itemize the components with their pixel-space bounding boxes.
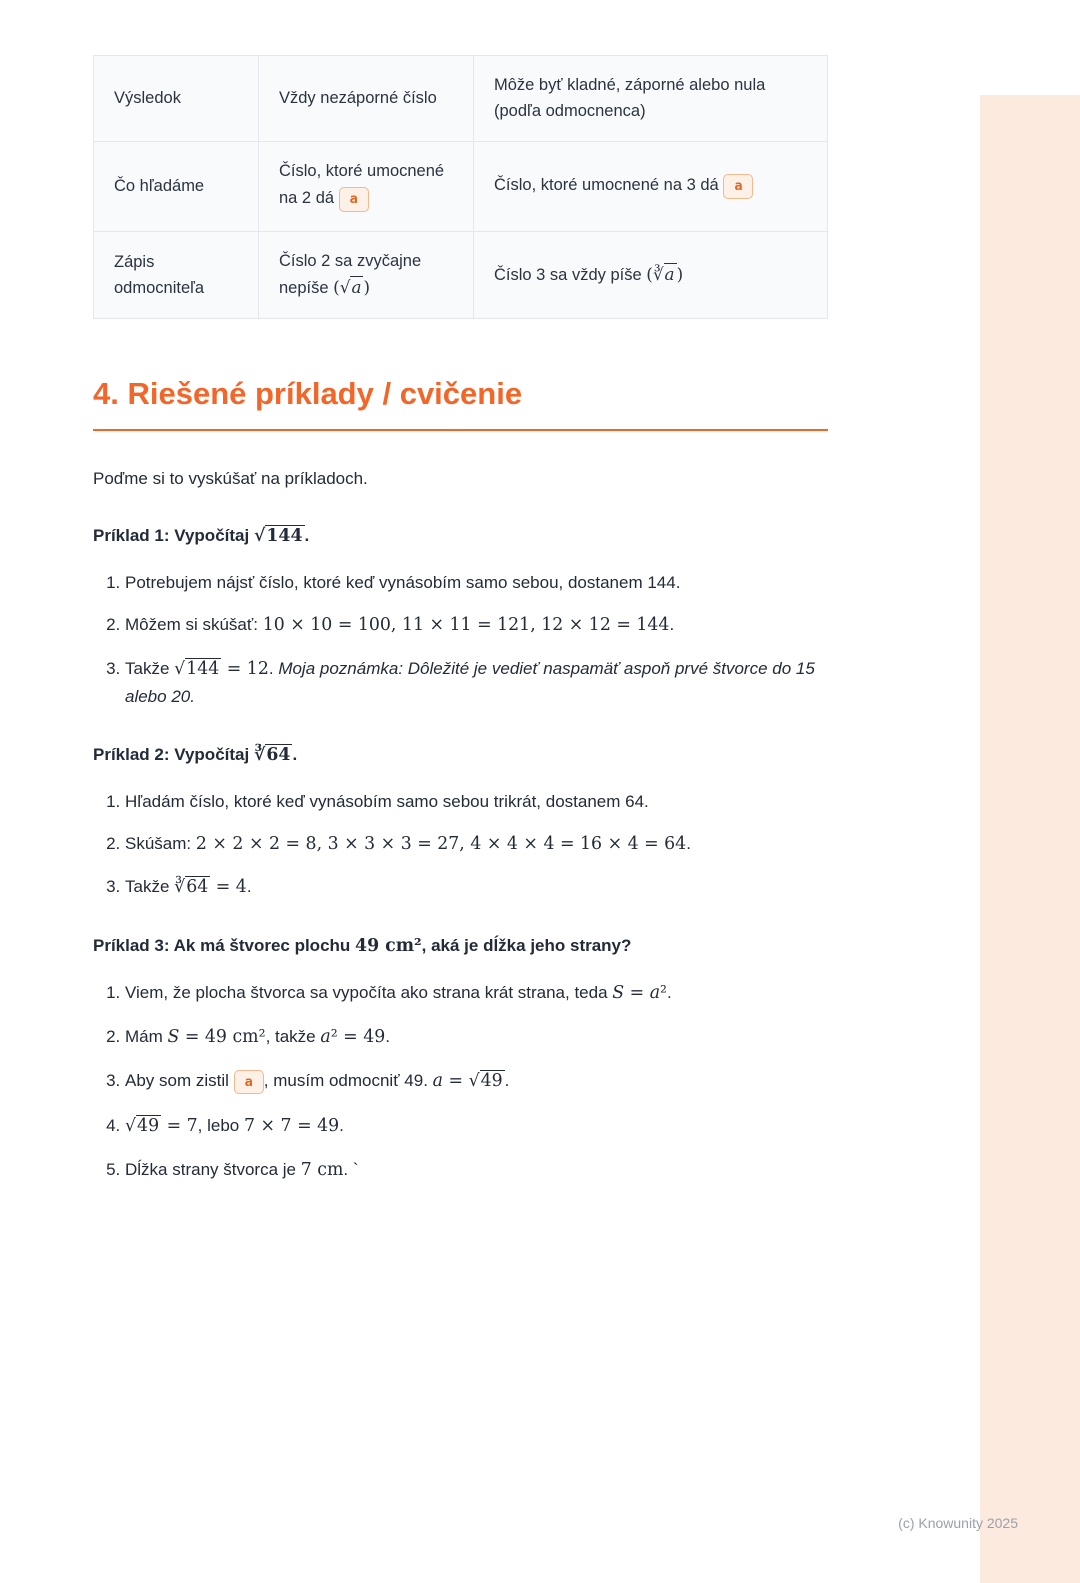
math-span: 2 × 2 × 2 = 8, 3 × 3 × 3 = 27, 4 × 4 × 4 = 16 × 4 = 64 (195, 833, 687, 854)
math-span: 7 × 7 = 49 (243, 1116, 340, 1137)
table-row (94, 56, 828, 142)
text-span: Môžem si skúšať: (125, 614, 263, 634)
table-row (94, 232, 828, 319)
text-span: Skúšam: (125, 833, 196, 853)
radical-expression (469, 1070, 505, 1091)
text-span: Príklad 2: Vypočítaj (93, 744, 254, 764)
radicand: 144 (266, 525, 303, 546)
table-cell (474, 232, 828, 319)
radicand: 49 (137, 1116, 160, 1137)
text-span: . ` (343, 1160, 359, 1180)
radicand: a (351, 277, 362, 298)
intro-paragraph (93, 466, 828, 492)
row-label: Zápis odmocniteľa (94, 232, 259, 319)
square-root-symbol: √ (468, 1070, 480, 1091)
step-item (125, 1067, 828, 1098)
text-span: . (268, 658, 279, 678)
text-span: . (504, 1070, 510, 1090)
document-content (93, 55, 828, 1185)
step-item (125, 1156, 828, 1185)
decorative-side-strip (980, 95, 1080, 1583)
step-item (125, 873, 828, 902)
text-span: Číslo 3 sa vždy píše (494, 266, 647, 285)
table-cell (259, 232, 474, 319)
text-span: , musím odmocniť 49. (263, 1070, 433, 1090)
radical-expression (174, 658, 221, 679)
inline-code-badge: a (339, 187, 369, 212)
step-item (125, 1023, 828, 1052)
math-span: = (624, 983, 650, 1004)
radical-expression (254, 525, 305, 546)
table-cell (474, 56, 828, 142)
example-3-steps (93, 979, 828, 1185)
text-span: , aká je dĺžka jeho strany? (421, 936, 632, 956)
example-3-title (93, 933, 828, 960)
table-cell (474, 141, 828, 231)
math-variable: a (432, 1070, 444, 1091)
text-span: Príklad 3: Ak má štvorec plochu (93, 936, 356, 956)
math-span: = 7 (161, 1116, 198, 1137)
text-span: . (304, 525, 310, 545)
square-root-symbol: √ (125, 1116, 137, 1137)
text-span: Poďme si to vyskúšať na príkladoch. (93, 468, 368, 488)
inline-code-badge: a (723, 174, 753, 199)
text-span: . (246, 877, 252, 897)
text-span: . (339, 1116, 344, 1136)
table-row (94, 141, 828, 231)
section-heading: 4. Riešené príklady / cvičenie (93, 375, 523, 411)
math-span: ) (363, 277, 371, 298)
cube-root-symbol: ∛ (174, 877, 186, 898)
table-cell (259, 141, 474, 231)
math-variable: a (649, 983, 661, 1004)
text-span: Dĺžka strany štvorca je (125, 1160, 301, 1180)
math-variable: a (320, 1026, 331, 1047)
radicand: a (664, 264, 675, 285)
radicand: 144 (186, 658, 220, 679)
math-span: ( (333, 277, 340, 298)
text-span: . (666, 983, 672, 1003)
radical-expression (174, 876, 210, 897)
math-span: ) (676, 264, 684, 285)
example-2-steps (93, 788, 828, 903)
text-span: . (385, 1026, 390, 1046)
math-span: 7 cm (300, 1160, 344, 1181)
step-item (125, 788, 828, 815)
text-span: Takže (125, 877, 175, 897)
text-span: Číslo, ktoré umocnené na 2 dá (279, 161, 445, 208)
radicand: 64 (266, 744, 291, 765)
square-root-symbol: √ (253, 525, 266, 546)
step-item (125, 1112, 828, 1141)
text-span: . (686, 833, 691, 853)
example-2-title (93, 742, 828, 769)
square-root-symbol: √ (339, 277, 351, 298)
math-span: 49 cm² (355, 936, 422, 957)
radical-expression (653, 263, 677, 284)
text-span: Potrebujem nájsť číslo, ktoré keď vynásobím samo sebou, dostanem 144. (125, 572, 681, 592)
math-span: ( (646, 264, 653, 285)
radicand: 64 (186, 877, 209, 898)
text-span: , takže (265, 1026, 321, 1046)
cube-root-symbol: ∛ (652, 264, 664, 285)
step-item (125, 655, 828, 711)
math-span: = (443, 1070, 469, 1091)
comparison-table (93, 55, 828, 319)
text-span: Číslo, ktoré umocnené na 3 dá (494, 175, 724, 194)
radical-expression (340, 276, 364, 297)
radical-expression (125, 1115, 161, 1136)
text-span: Mám (125, 1026, 168, 1046)
example-1-steps (93, 569, 828, 711)
radicand: 49 (480, 1070, 503, 1091)
cube-root-symbol: ∛ (253, 744, 266, 765)
inline-code-badge: a (234, 1070, 264, 1095)
text-span: Aby som zistil (125, 1070, 234, 1090)
text-span: Príklad 1: Vypočítaj (93, 525, 254, 545)
example-1-title (93, 523, 828, 550)
step-item (125, 611, 828, 640)
math-span: = 49 cm² (179, 1026, 266, 1047)
text-span: Hľadám číslo, ktoré keď vynásobím samo sebou trikrát, dostanem 64. (125, 791, 649, 811)
row-label: Výsledok (94, 56, 259, 142)
step-item (125, 569, 828, 596)
math-span: = 4 (210, 877, 247, 898)
table-cell (259, 56, 474, 142)
text-span: Viem, že plocha štvorca sa vypočíta ako strana krát strana, teda (125, 983, 613, 1003)
math-span: 10 × 10 = 100, 11 × 11 = 121, 12 × 12 = 144 (262, 614, 670, 635)
math-span: ² = 49 (330, 1026, 386, 1047)
text-span: . (292, 744, 298, 764)
text-span: . (669, 614, 675, 634)
text-span: , lebo (197, 1116, 244, 1136)
row-label: Čo hľadáme (94, 141, 259, 231)
step-item (125, 979, 828, 1008)
text-span: Vždy nezáporné číslo (279, 89, 437, 108)
text-span: Takže (125, 658, 175, 678)
text-span: Číslo 2 sa zvyčajne nepíše (279, 252, 422, 298)
heading-underline (93, 429, 828, 431)
italic-note: Moja poznámka: Dôležité je vedieť naspamäť aspoň prvé štvorce do 15 alebo 20. (125, 658, 815, 707)
footer-copyright: (c) Knowunity 2025 (898, 1515, 1018, 1531)
radical-expression (254, 744, 293, 765)
math-span: = 12 (221, 658, 269, 679)
math-variable: S (167, 1026, 180, 1047)
step-item (125, 830, 828, 859)
square-root-symbol: √ (174, 658, 186, 679)
text-span: Môže byť kladné, záporné alebo nula (podľa odmocnenca) (494, 76, 766, 121)
math-span: ² (660, 983, 667, 1004)
math-variable: S (612, 983, 625, 1004)
